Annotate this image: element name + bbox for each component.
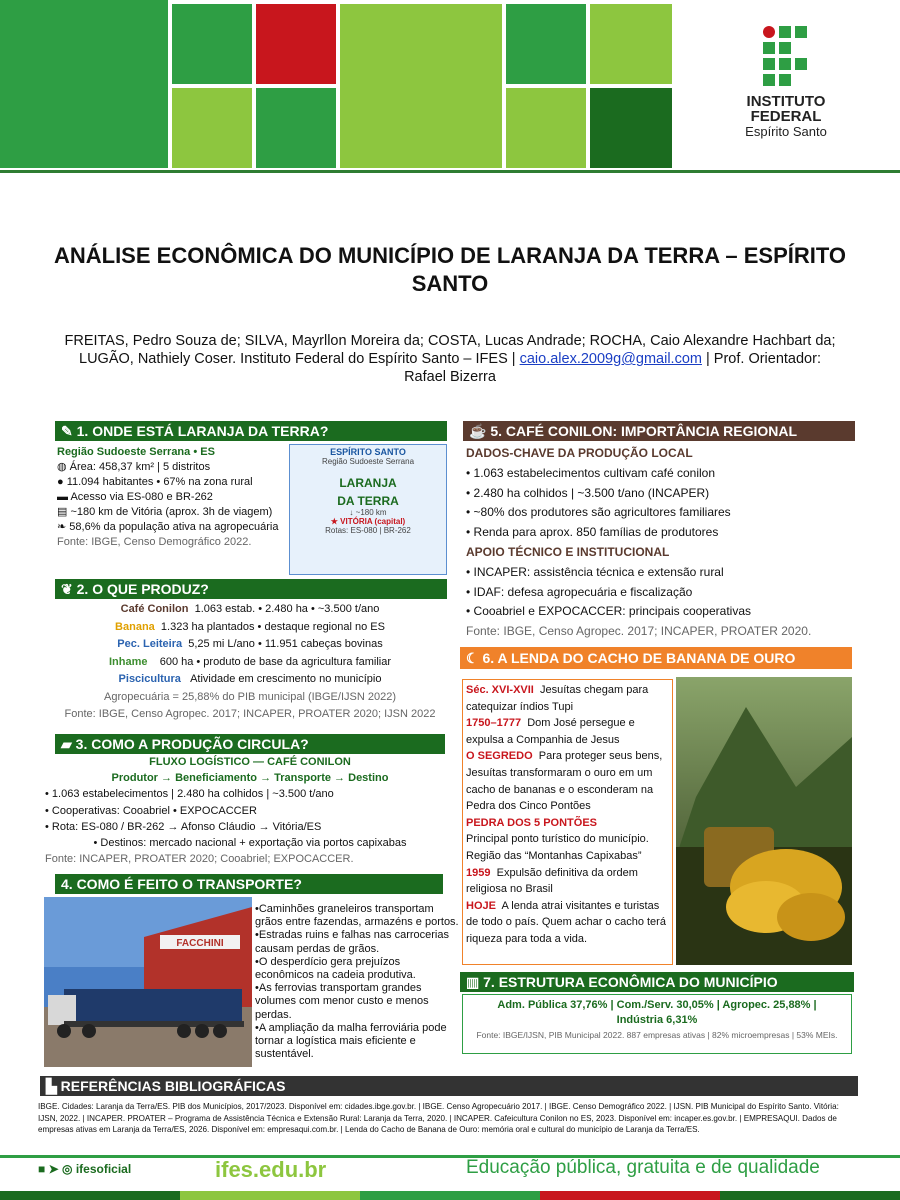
section2-title: 2. O QUE PRODUZ? [76,581,209,597]
section2-source: Fonte: IBGE, Censo Agropec. 2017; INCAPER, PROATER 2020; IJSN 2022 [64,708,436,720]
banner-tile [506,88,586,168]
economy-line1: Adm. Pública 37,76% | Com./Serv. 30,05% | Agropec. 25,88% | [497,999,817,1011]
banner-tile [256,4,336,84]
coffee-sub1: DADOS-CHAVE DA PRODUÇÃO LOCAL [466,446,693,460]
map-state: ESPÍRITO SANTO [330,447,406,457]
section6-title: 6. A LENDA DO CACHO DE BANANA DE OURO [482,650,796,666]
banana-icon: ☾ [466,650,483,666]
site-link[interactable]: ifes.edu.br [215,1157,327,1182]
footer [0,1155,900,1200]
section5-source: Fonte: IBGE, Censo Agropec. 2017; INCAPER, PROATER 2020. [466,624,812,639]
logo-line3: Espírito Santo [745,124,827,139]
banner-tile [590,88,672,168]
transport-item: •Estradas ruins e falhas nas carrocerias causam perdas de grãos. [255,929,449,955]
facebook-icon[interactable]: ■ [38,1162,46,1176]
agro-note: Agropecuária = 25,88% do PIB municipal (IBGE/IJSN 2022) [104,690,396,703]
banner-divider [0,170,900,173]
coffee-icon: ☕ [469,423,491,439]
section4-title: 4. COMO É FEITO O TRANSPORTE? [61,876,302,892]
info-item: ◍ Área: 458,37 km² | 5 distritos [57,461,211,473]
coffee-sub2: APOIO TÉCNICO E INSTITUCIONAL [466,544,670,559]
transport-item: •A ampliação da malha ferroviária pode tornar a logística mais eficiente e sustentável. [255,1021,447,1061]
section5-title: 5. CAFÉ CONILON: IMPORTÂNCIA REGIONAL [490,423,798,439]
section1-title: 1. ONDE ESTÁ LARANJA DA TERRA? [76,423,329,439]
banner-tile [506,4,586,84]
map-dist: ↓ ~180 km [349,508,387,517]
banner-tile [590,4,672,84]
instagram-icon[interactable]: ◎ [62,1162,73,1176]
section5-body [466,444,856,642]
flow-item: • Cooperativas: Cooabriel • EXPOCACCER [45,804,257,817]
section3-body [45,754,455,867]
section5-header [463,421,855,441]
section2-header [55,579,447,599]
coffee-item: • INCAPER: assistência técnica e extensão rural [466,564,724,579]
twitter-icon[interactable]: ➤ [48,1162,59,1176]
truck-photo [44,897,252,1067]
info-item: ● 11.094 habitantes • 67% na zona rural [57,476,253,488]
coffee-item: • Renda para aprox. 850 famílias de produtores [466,525,719,540]
map-sub: Região Sudoeste Serrana [321,457,415,466]
info-item: ❧ 58,6% da população ativa na agropecuária [57,521,279,533]
product-row: Banana 1.323 ha plantados • destaque regional no ES [115,620,385,633]
truck-icon: ▰ [61,736,76,752]
building-icon: ▤ [57,506,71,518]
info-item: ▬ Acesso via ES-080 e BR-262 [57,491,213,503]
flow-item: • Destinos: mercado nacional + exportação via portos capixabas [93,837,407,850]
section4-header [55,874,443,894]
flow-item: • Rota: ES-080 / BR-262 → Afonso Cláudio → Vitória/ES [45,820,322,833]
references-header [40,1076,858,1096]
authors-line3: Rafael Bizerra [404,369,496,385]
ifes-logo-icon [763,26,807,88]
map-routes: Rotas: ES-080 | BR-262 [325,526,411,535]
authors-line2: LUGÃO, Nathiely Coser. Instituto Federal do Espírito Santo – IFES | [79,351,516,367]
car-icon: ▬ [57,491,71,503]
banana-label: Banana [115,620,155,633]
fish-label: Piscicultura [118,673,181,685]
header-banner [0,0,900,174]
section3-title: 3. COMO A PRODUÇÃO CIRCULA? [75,736,309,752]
coffee-item: • Cooabriel e EXPOCACCER: principais cooperativas [466,604,751,619]
timeline-entry: Séc. XVI-XVII Jesuítas chegam para catequizar índios Tupi [466,684,649,713]
info-item: ▤ ~180 km de Vitória (aprox. 3h de viagem) [57,506,273,518]
section7-title: 7. ESTRUTURA ECONÔMICA DO MUNICÍPIO [483,974,778,990]
section1-body [57,445,289,550]
coffee-label: Café Conilon [120,603,189,615]
timeline-entry: PEDRA DOS 5 PONTÕES Principal ponto turístico do município. Região das “Montanhas Capixabas” [466,816,649,862]
bars-icon: ▥ [466,974,484,990]
map-city2: DA TERRA [337,494,399,508]
flow-item: • 1.063 estabelecimentos | 2.480 ha colhidos | ~3.500 t/ano [45,788,334,801]
economy-line2: Indústria 6,31% [616,1014,698,1026]
flow-chain: Produtor → Beneficiamento → Transporte → Destino [111,772,389,785]
banner-tile [340,4,502,168]
flow-title: FLUXO LOGÍSTICO — CAFÉ CONILON [149,756,351,768]
page-title: ANÁLISE ECONÔMICA DO MUNICÍPIO DE LARANJA DA TERRA – ESPÍRITO SANTO [53,243,847,296]
golden-banana-image [676,677,852,965]
ifes-logo-text [736,94,836,139]
references-text: IBGE. Cidades: Laranja da Terra/ES. PIB dos Municípios, 2017/2023. Disponível em: cidades.ibge.gov.br. | IBGE. Censo Agropecuário 2017. | IBGE. Censo Demográfico 2022. | IJSN. PIB Municipal do Espírito Santo. Vitória: IJSN, 2022. | INCAPER. PROATER – Programa de Assistência Técnica e Extensão Rural: Laranja da Terra, 2020. | INCAPER. Cafeicultura Conilon no ES, 2023. Disponível em: incaper.es.gov.br. | EMPRESAQUI. Dados de empresas ativas em Laranja da Terra/ES, 2026. Disponível em: empresaqui.com.br. | Lenda do Cacho de Banana de Ouro: memória oral e cultural do município de Laranja da Terra/ES. [38,1102,839,1134]
pin-icon: ✎ [61,423,77,439]
coffee-item: • IDAF: defesa agropecuária e fiscalização [466,584,693,599]
timeline-entry: 1750–1777 Dom José persegue e expulsa a Companhia de Jesus [466,717,635,746]
banner-tile [0,0,168,168]
economy-box [462,994,852,1054]
dairy-label: Pec. Leiteira [117,638,183,650]
map-capital: ★ VITÓRIA (capital) [330,517,406,526]
product-row: Inhame 600 ha • produto de base da agricultura familiar [108,655,392,668]
section7-header [460,972,854,992]
coffee-item: • 1.063 estabelecimentos cultivam café conilon [466,465,716,480]
authors-line2-end: | Prof. Orientador: [706,351,821,367]
slogan: Educação pública, gratuita e de qualidade [466,1157,820,1178]
leaf-icon: ❧ [57,521,70,533]
section3-header [55,734,445,754]
section2-body [50,601,450,724]
logo-line2: FEDERAL [750,108,822,125]
timeline-entry: HOJE A lenda atrai visitantes e turistas de todo o país. Quem achar o cacho terá riqueza para toda a vida. [466,899,666,945]
section1-source: Fonte: IBGE, Censo Demográfico 2022. [57,536,252,548]
references-title: REFERÊNCIAS BIBLIOGRÁFICAS [60,1078,286,1094]
sprout-icon: ❦ [61,581,77,597]
social-handle[interactable]: ifesoficial [75,1162,132,1176]
region-label: Região Sudoeste Serrana • ES [57,446,215,458]
timeline-entry: 1959 Expulsão definitiva da ordem religiosa no Brasil [466,866,638,896]
product-row: Piscicultura Atividade em crescimento no município [118,673,382,685]
yam-label: Inhame [108,655,148,668]
banner-tile [256,88,336,168]
location-map [289,444,447,575]
banner-tile [172,88,252,168]
coffee-item: • 2.480 ha colhidos | ~3.500 t/ano (INCAPER) [466,485,710,500]
banner-tile [172,4,252,84]
book-icon: ▙ [46,1078,61,1094]
coffee-item: • ~80% dos produtores são agricultores familiares [466,505,731,520]
transport-item: •As ferrovias transportam grandes volumes com menor custo e menos perdas. [255,982,429,1021]
authors-line1: FREITAS, Pedro Souza de; SILVA, Mayrllon Moreira da; COSTA, Lucas Andrade; ROCHA, Caio Alexandre Hachbart da; [64,333,836,349]
section6-header [460,647,852,669]
social-block [38,1162,131,1176]
logo-line1: INSTITUTO [746,93,826,110]
section7-source: Fonte: IBGE/IJSN, PIB Municipal 2022. 887 empresas ativas | 82% microempresas | 53% MEIs. [476,1030,838,1040]
map-city1: LARANJA [339,476,397,490]
transport-item: •O desperdício gera prejuízos econômicos na cadeia produtiva. [255,955,416,982]
author-email-link[interactable]: caio.alex.2009g@gmail.com [519,351,702,367]
truck-brand: FACCHINI [176,938,224,949]
product-row: Pec. Leiteira 5,25 mi L/ano • 11.951 cabeças bovinas [117,638,383,650]
people-icon: ● [57,476,67,488]
transport-item: •Caminhões graneleiros transportam grãos entre fazendas, armazéns e portos. [255,903,459,929]
section3-source: Fonte: INCAPER, PROATER 2020; Cooabriel; EXPOCACCER. [45,853,354,866]
timeline-entry: O SEGREDO Para proteger seus bens, Jesuítas transformaram o ouro em um cacho de bananas e o esconderam na Pedra dos Cinco Pontões [466,750,663,813]
authors-block [40,332,860,386]
section4-body [255,903,460,1061]
legend-timeline [462,679,673,965]
section1-header [55,421,447,441]
globe-icon: ◍ [57,461,70,473]
product-row: Café Conilon 1.063 estab. • 2.480 ha • ~3.500 t/ano [120,603,380,615]
